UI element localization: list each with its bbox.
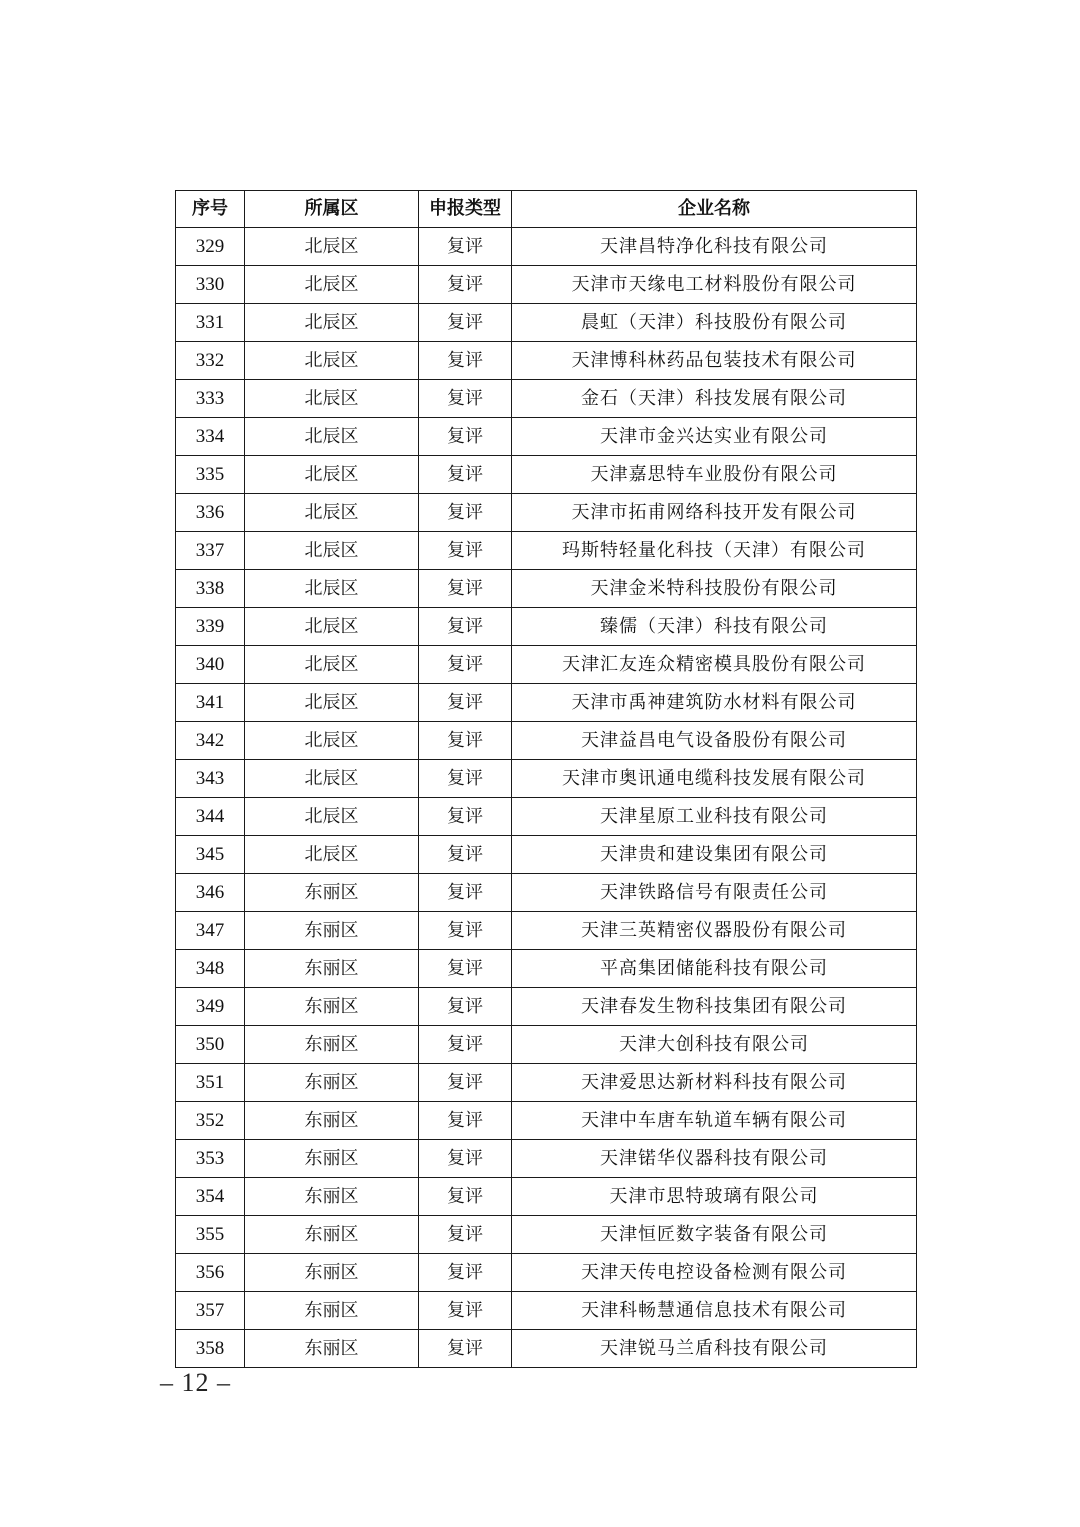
header-serial-number: 序号 bbox=[176, 191, 245, 228]
cell-district: 东丽区 bbox=[245, 1178, 419, 1216]
table-row bbox=[176, 1292, 917, 1330]
cell-district: 北辰区 bbox=[245, 608, 419, 646]
table-row bbox=[176, 1064, 917, 1102]
cell-district: 东丽区 bbox=[245, 1140, 419, 1178]
cell-company-name: 天津益昌电气设备股份有限公司 bbox=[512, 722, 917, 760]
table-body bbox=[176, 228, 917, 1368]
cell-district: 东丽区 bbox=[245, 1026, 419, 1064]
cell-serial-number: 357 bbox=[176, 1292, 245, 1330]
cell-application-type: 复评 bbox=[419, 570, 512, 608]
cell-application-type: 复评 bbox=[419, 912, 512, 950]
table-row bbox=[176, 1140, 917, 1178]
table-row bbox=[176, 342, 917, 380]
table-row bbox=[176, 418, 917, 456]
cell-serial-number: 354 bbox=[176, 1178, 245, 1216]
cell-district: 北辰区 bbox=[245, 456, 419, 494]
cell-district: 东丽区 bbox=[245, 950, 419, 988]
cell-serial-number: 337 bbox=[176, 532, 245, 570]
cell-serial-number: 348 bbox=[176, 950, 245, 988]
enterprise-list-table bbox=[175, 190, 917, 1368]
cell-company-name: 天津大创科技有限公司 bbox=[512, 1026, 917, 1064]
table-row bbox=[176, 1026, 917, 1064]
cell-company-name: 天津科畅慧通信息技术有限公司 bbox=[512, 1292, 917, 1330]
cell-application-type: 复评 bbox=[419, 608, 512, 646]
table-row bbox=[176, 912, 917, 950]
table-row bbox=[176, 532, 917, 570]
cell-company-name: 天津中车唐车轨道车辆有限公司 bbox=[512, 1102, 917, 1140]
cell-company-name: 平高集团储能科技有限公司 bbox=[512, 950, 917, 988]
cell-application-type: 复评 bbox=[419, 1216, 512, 1254]
cell-application-type: 复评 bbox=[419, 1292, 512, 1330]
cell-application-type: 复评 bbox=[419, 494, 512, 532]
cell-serial-number: 336 bbox=[176, 494, 245, 532]
cell-serial-number: 344 bbox=[176, 798, 245, 836]
cell-company-name: 金石（天津）科技发展有限公司 bbox=[512, 380, 917, 418]
cell-company-name: 玛斯特轻量化科技（天津）有限公司 bbox=[512, 532, 917, 570]
cell-application-type: 复评 bbox=[419, 1064, 512, 1102]
cell-application-type: 复评 bbox=[419, 836, 512, 874]
cell-serial-number: 345 bbox=[176, 836, 245, 874]
cell-serial-number: 355 bbox=[176, 1216, 245, 1254]
cell-company-name: 天津市奥讯通电缆科技发展有限公司 bbox=[512, 760, 917, 798]
cell-district: 北辰区 bbox=[245, 760, 419, 798]
cell-company-name: 天津恒匠数字装备有限公司 bbox=[512, 1216, 917, 1254]
cell-company-name: 天津锘华仪器科技有限公司 bbox=[512, 1140, 917, 1178]
cell-company-name: 天津嘉思特车业股份有限公司 bbox=[512, 456, 917, 494]
table-row bbox=[176, 494, 917, 532]
cell-serial-number: 332 bbox=[176, 342, 245, 380]
cell-serial-number: 358 bbox=[176, 1330, 245, 1368]
cell-district: 北辰区 bbox=[245, 342, 419, 380]
cell-serial-number: 334 bbox=[176, 418, 245, 456]
cell-serial-number: 356 bbox=[176, 1254, 245, 1292]
cell-serial-number: 329 bbox=[176, 228, 245, 266]
cell-serial-number: 349 bbox=[176, 988, 245, 1026]
table-row bbox=[176, 798, 917, 836]
cell-district: 东丽区 bbox=[245, 1216, 419, 1254]
table-row bbox=[176, 1330, 917, 1368]
cell-application-type: 复评 bbox=[419, 266, 512, 304]
cell-company-name: 天津市思特玻璃有限公司 bbox=[512, 1178, 917, 1216]
cell-district: 东丽区 bbox=[245, 874, 419, 912]
cell-serial-number: 340 bbox=[176, 646, 245, 684]
cell-company-name: 天津市金兴达实业有限公司 bbox=[512, 418, 917, 456]
cell-district: 东丽区 bbox=[245, 1292, 419, 1330]
cell-application-type: 复评 bbox=[419, 418, 512, 456]
cell-district: 东丽区 bbox=[245, 1330, 419, 1368]
cell-company-name: 天津市拓甫网络科技开发有限公司 bbox=[512, 494, 917, 532]
table-row bbox=[176, 304, 917, 342]
cell-district: 北辰区 bbox=[245, 380, 419, 418]
cell-application-type: 复评 bbox=[419, 228, 512, 266]
cell-application-type: 复评 bbox=[419, 380, 512, 418]
cell-district: 北辰区 bbox=[245, 228, 419, 266]
cell-company-name: 天津星原工业科技有限公司 bbox=[512, 798, 917, 836]
cell-district: 北辰区 bbox=[245, 836, 419, 874]
cell-serial-number: 330 bbox=[176, 266, 245, 304]
cell-application-type: 复评 bbox=[419, 1254, 512, 1292]
cell-serial-number: 335 bbox=[176, 456, 245, 494]
cell-company-name: 天津春发生物科技集团有限公司 bbox=[512, 988, 917, 1026]
cell-application-type: 复评 bbox=[419, 342, 512, 380]
cell-company-name: 天津铁路信号有限责任公司 bbox=[512, 874, 917, 912]
cell-application-type: 复评 bbox=[419, 722, 512, 760]
cell-serial-number: 346 bbox=[176, 874, 245, 912]
table-row bbox=[176, 1216, 917, 1254]
table-row bbox=[176, 760, 917, 798]
cell-serial-number: 341 bbox=[176, 684, 245, 722]
cell-serial-number: 347 bbox=[176, 912, 245, 950]
header-district: 所属区 bbox=[245, 191, 419, 228]
cell-company-name: 天津博科林药品包装技术有限公司 bbox=[512, 342, 917, 380]
cell-district: 东丽区 bbox=[245, 988, 419, 1026]
cell-company-name: 天津天传电控设备检测有限公司 bbox=[512, 1254, 917, 1292]
cell-company-name: 晨虹（天津）科技股份有限公司 bbox=[512, 304, 917, 342]
cell-serial-number: 353 bbox=[176, 1140, 245, 1178]
cell-serial-number: 339 bbox=[176, 608, 245, 646]
cell-district: 北辰区 bbox=[245, 646, 419, 684]
cell-company-name: 天津昌特净化科技有限公司 bbox=[512, 228, 917, 266]
cell-serial-number: 352 bbox=[176, 1102, 245, 1140]
cell-company-name: 天津三英精密仪器股份有限公司 bbox=[512, 912, 917, 950]
table-row bbox=[176, 988, 917, 1026]
cell-company-name: 天津爱思达新材料科技有限公司 bbox=[512, 1064, 917, 1102]
cell-company-name: 天津贵和建设集团有限公司 bbox=[512, 836, 917, 874]
cell-company-name: 天津市天缘电工材料股份有限公司 bbox=[512, 266, 917, 304]
table-row bbox=[176, 950, 917, 988]
table-row bbox=[176, 646, 917, 684]
cell-district: 北辰区 bbox=[245, 532, 419, 570]
header-application-type: 申报类型 bbox=[419, 191, 512, 228]
cell-district: 北辰区 bbox=[245, 418, 419, 456]
cell-application-type: 复评 bbox=[419, 646, 512, 684]
cell-application-type: 复评 bbox=[419, 684, 512, 722]
table-row bbox=[176, 228, 917, 266]
cell-company-name: 臻儒（天津）科技有限公司 bbox=[512, 608, 917, 646]
cell-district: 北辰区 bbox=[245, 798, 419, 836]
cell-serial-number: 338 bbox=[176, 570, 245, 608]
cell-application-type: 复评 bbox=[419, 532, 512, 570]
table-row bbox=[176, 1102, 917, 1140]
cell-district: 北辰区 bbox=[245, 266, 419, 304]
cell-application-type: 复评 bbox=[419, 456, 512, 494]
cell-application-type: 复评 bbox=[419, 798, 512, 836]
cell-serial-number: 351 bbox=[176, 1064, 245, 1102]
cell-application-type: 复评 bbox=[419, 1178, 512, 1216]
cell-district: 北辰区 bbox=[245, 722, 419, 760]
cell-application-type: 复评 bbox=[419, 1026, 512, 1064]
cell-district: 北辰区 bbox=[245, 570, 419, 608]
cell-company-name: 天津锐马兰盾科技有限公司 bbox=[512, 1330, 917, 1368]
cell-serial-number: 333 bbox=[176, 380, 245, 418]
table-row bbox=[176, 836, 917, 874]
cell-company-name: 天津金米特科技股份有限公司 bbox=[512, 570, 917, 608]
page-number: – 12 – bbox=[160, 1368, 231, 1397]
table-row bbox=[176, 874, 917, 912]
table-row bbox=[176, 1254, 917, 1292]
table-row bbox=[176, 1178, 917, 1216]
cell-district: 东丽区 bbox=[245, 1254, 419, 1292]
enterprise-list-table-container bbox=[175, 190, 916, 1368]
cell-district: 北辰区 bbox=[245, 684, 419, 722]
cell-application-type: 复评 bbox=[419, 1102, 512, 1140]
table-row bbox=[176, 684, 917, 722]
table-row bbox=[176, 380, 917, 418]
table-row bbox=[176, 608, 917, 646]
table-row bbox=[176, 570, 917, 608]
cell-serial-number: 331 bbox=[176, 304, 245, 342]
cell-application-type: 复评 bbox=[419, 874, 512, 912]
cell-application-type: 复评 bbox=[419, 988, 512, 1026]
cell-application-type: 复评 bbox=[419, 304, 512, 342]
cell-serial-number: 342 bbox=[176, 722, 245, 760]
cell-district: 北辰区 bbox=[245, 304, 419, 342]
table-row bbox=[176, 266, 917, 304]
cell-serial-number: 343 bbox=[176, 760, 245, 798]
cell-application-type: 复评 bbox=[419, 760, 512, 798]
cell-serial-number: 350 bbox=[176, 1026, 245, 1064]
cell-district: 东丽区 bbox=[245, 1064, 419, 1102]
header-company-name: 企业名称 bbox=[512, 191, 917, 228]
cell-district: 北辰区 bbox=[245, 494, 419, 532]
table-row bbox=[176, 456, 917, 494]
cell-district: 东丽区 bbox=[245, 1102, 419, 1140]
cell-company-name: 天津汇友连众精密模具股份有限公司 bbox=[512, 646, 917, 684]
cell-application-type: 复评 bbox=[419, 1140, 512, 1178]
cell-application-type: 复评 bbox=[419, 950, 512, 988]
table-row bbox=[176, 722, 917, 760]
table-header-row bbox=[176, 191, 917, 228]
cell-district: 东丽区 bbox=[245, 912, 419, 950]
cell-application-type: 复评 bbox=[419, 1330, 512, 1368]
cell-company-name: 天津市禹神建筑防水材料有限公司 bbox=[512, 684, 917, 722]
